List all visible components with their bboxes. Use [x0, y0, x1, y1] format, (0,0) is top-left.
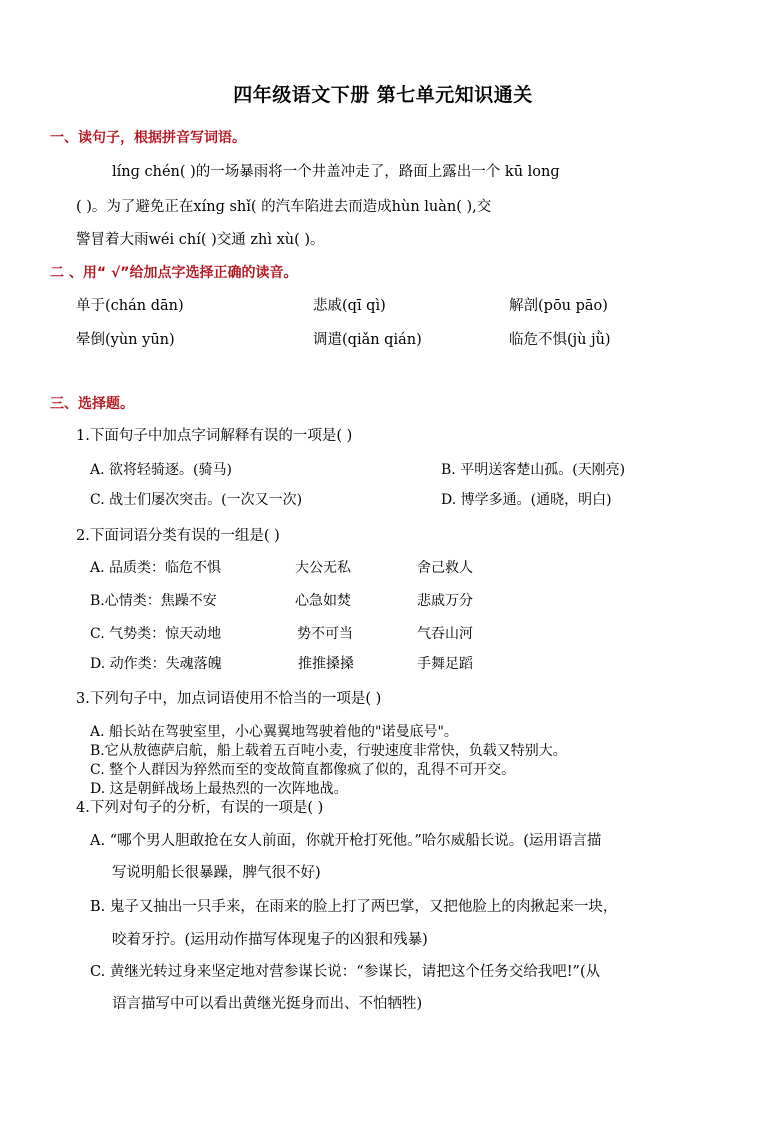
q4-option-a-cont: 写说明船长很暴躁，脾气很不好) — [112, 865, 321, 881]
q2-row-c-word: 气吞山河 — [417, 626, 473, 642]
q3-option-a: A. 船长站在驾驶室里，小心翼翼地驾驶着他的"诺曼底号"。 — [90, 724, 458, 740]
pronunciation-item: 单于(chán dān) — [76, 298, 184, 314]
section1-heading: 一、读句子，根据拼音写词语。 — [50, 130, 246, 146]
q1-option-c: C. 战士们屡次突击。(一次又一次) — [90, 492, 303, 508]
q4-option-a: A. “哪个男人胆敢抢在女人前面，你就开枪打死他。”哈尔威船长说。(运用语言描 — [90, 833, 602, 849]
q2-row-a: A. 品质类：临危不惧 — [90, 560, 222, 576]
q1-option-d: D. 博学多通。(通晓，明白) — [441, 492, 612, 508]
q2-row-d-word: 手舞足蹈 — [417, 656, 473, 672]
section2-heading: 二 、用“ √”给加点字选择正确的读音。 — [50, 265, 298, 281]
q4-option-b-cont: 咬着牙拧。(运用动作描写体现鬼子的凶狠和残暴) — [112, 932, 428, 948]
pronunciation-item: 晕倒(yùn yūn) — [76, 332, 175, 348]
q2-row-a-word: 大公无私 — [295, 560, 351, 576]
q1-option-b: B. 平明送客楚山孤。(天刚亮) — [441, 462, 626, 478]
q3-option-b: B.它从敖德萨启航，船上载着五百吨小麦，行驶速度非常快，负载又特别大。 — [90, 743, 567, 759]
q2-row-d-word: 推推搡搡 — [298, 656, 354, 672]
q2-row-c-word: 势不可当 — [297, 626, 353, 642]
q2-row-b: B.心情类：焦躁不安 — [90, 593, 217, 609]
pronunciation-item: 解剖(pōu pāo) — [509, 298, 608, 314]
question-2-stem: 2.下面词语分类有误的一组是( ) — [76, 528, 280, 544]
q4-option-b: B. 鬼子又抽出一只手来，在雨来的脸上打了两巴掌，又把他脸上的肉揪起来一块， — [90, 899, 618, 915]
question-3-stem: 3.下列句子中，加点词语使用不恰当的一项是( ) — [76, 691, 382, 707]
page-title: 四年级语文下册 第七单元知识通关 — [233, 84, 533, 106]
q2-row-a-word: 舍己救人 — [417, 560, 473, 576]
pronunciation-item: 临危不惧(jù jǜ) — [509, 332, 611, 348]
q3-option-c: C. 整个人群因为猝然而至的变故简直都像疯了似的，乱得不可开交。 — [90, 762, 516, 778]
section1-line3: 警冒着大雨wéi chí( )交通 zhì xù( )。 — [76, 232, 325, 248]
section1-line2: ( )。为了避免正在xínɡ shǐ( 的汽车陷进去而造成hùn luàn( ),交 — [76, 199, 492, 215]
section1-line1: línɡ chén( )的一场暴雨将一个井盖冲走了，路面上露出一个 kū lonɡ — [112, 164, 560, 180]
q2-row-b-word: 悲戚万分 — [417, 593, 473, 609]
q2-row-c: C. 气势类：惊天动地 — [90, 626, 222, 642]
question-4-stem: 4.下列对句子的分析，有误的一项是( ) — [76, 800, 324, 816]
q2-row-b-word: 心急如焚 — [295, 593, 351, 609]
question-1-stem: 1.下面句子中加点字词解释有误的一项是( ) — [76, 428, 353, 444]
q1-option-a: A. 欲将轻骑逐。(骑马) — [90, 462, 232, 478]
section3-heading: 三、选择题。 — [50, 396, 134, 412]
q4-option-c-cont: 语言描写中可以看出黄继光挺身而出、不怕牺牲) — [112, 996, 423, 1012]
pronunciation-item: 调遣(qiǎn qián) — [313, 332, 422, 348]
pronunciation-item: 悲戚(qī qì) — [313, 298, 386, 314]
q4-option-c: C. 黄继光转过身来坚定地对营参谋长说：“参谋长，请把这个任务交给我吧!”(从 — [90, 964, 601, 980]
q2-row-d: D. 动作类：失魂落魄 — [90, 656, 222, 672]
q3-option-d: D. 这是朝鲜战场上最热烈的一次阵地战。 — [90, 781, 348, 797]
